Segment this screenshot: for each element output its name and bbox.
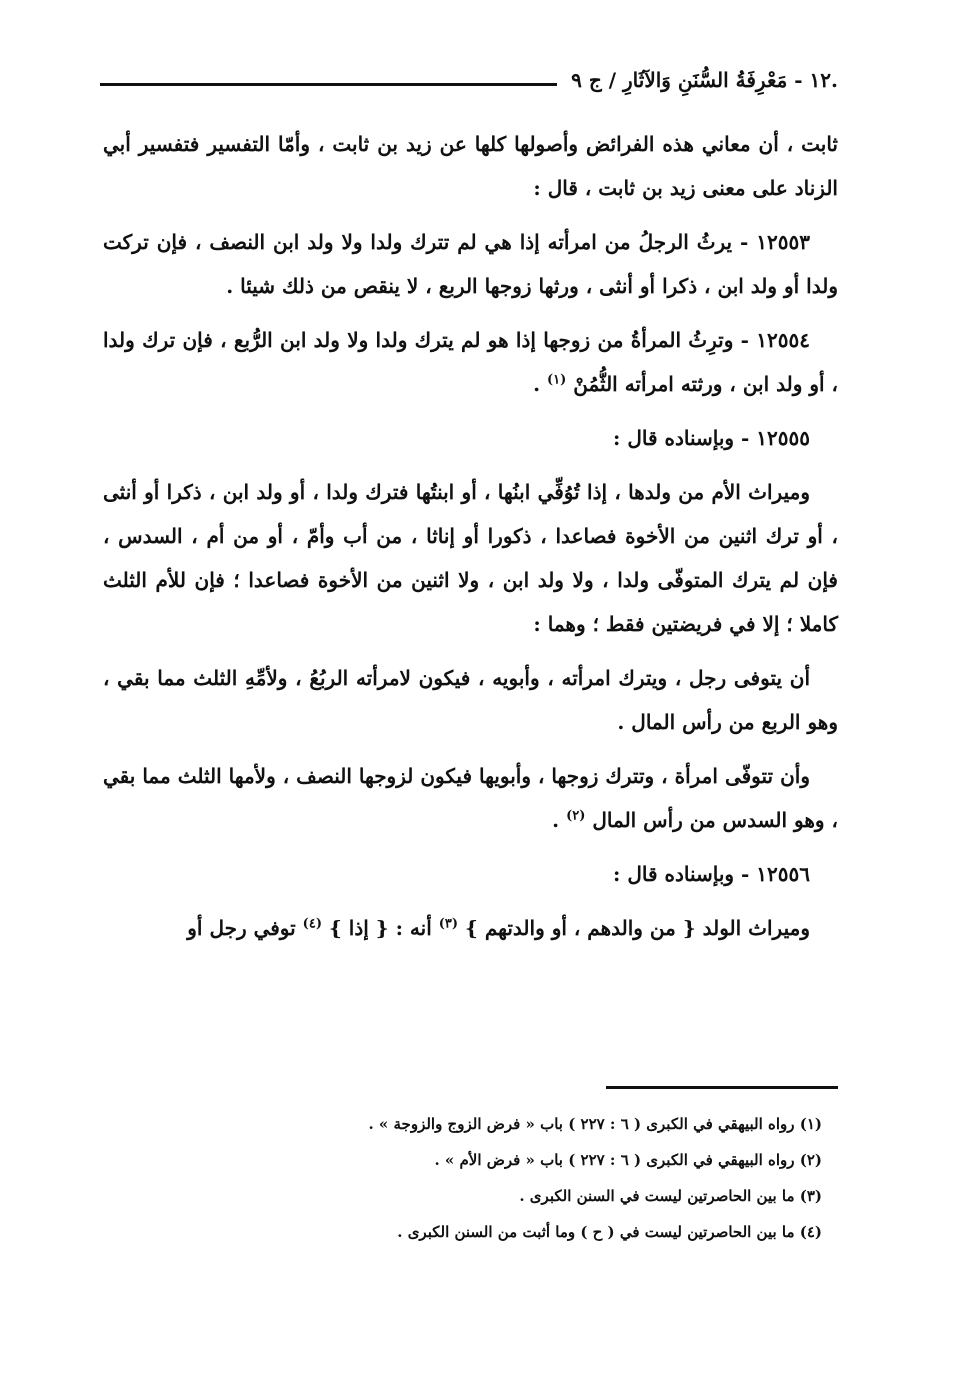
paragraph <box>103 852 838 896</box>
paragraph-text: ١٢٥٥٥ - وبإسناده قال : <box>612 426 810 450</box>
paragraph-text: وأن تتوفّى امرأة ، وتترك زوجها ، وأبويها فيكون لزوجها النصف ، ولأمها الثلث مما بقي ، وهو السدس من رأس المال <box>103 764 838 832</box>
footnote-ref: (٢) <box>566 808 586 824</box>
paragraph-text: ١٢٥٥٣ - يرثُ الرجلُ من امرأته إذا هي لم تترك ولدا ولا ولد ابن النصف ، فإن تركت ولدا أو ولد ابن ، ذكرا أو أنثى ، ورثها زوجها الربع ، لا ينقص من ذلك شيئا . <box>103 230 838 298</box>
paragraph-text: ١٢٥٥٤ - وترِثُ المرأةُ من زوجها إذا هو لم يترك ولدا ولا ولد ابن الرُّبع ، فإن ترك ولدا ، أو ولد ابن ، ورثته امرأته الثُّمُنْ <box>103 328 838 396</box>
paragraph-tail: . <box>533 372 547 396</box>
paragraph <box>103 906 838 950</box>
page-header <box>100 60 838 100</box>
footnote: (٤) ما بين الحاصرتين ليست في ( ح ) وما أثبت من السنن الكبرى . <box>397 1223 822 1241</box>
paragraph-text: ثابت ، أن معاني هذه الفرائض وأصولها كلها عن زيد بن ثابت ، وأمّا التفسير فتفسير أبي الزناد على معنى زيد بن ثابت ، قال : <box>103 132 838 200</box>
footnote: (١) رواه البيهقي في الكبرى ( ٦ : ٢٢٧ ) باب « فرض الزوج والزوجة » . <box>368 1115 822 1133</box>
main-text <box>103 122 838 960</box>
paragraph <box>103 122 838 210</box>
paragraph-text: ١٢٥٥٦ - وبإسناده قال : <box>612 862 810 886</box>
footnote-ref: (٣) <box>438 916 459 932</box>
paragraph-tail: توفي رجل أو <box>187 916 303 940</box>
footnotes <box>102 1106 822 1250</box>
paragraph <box>103 754 838 842</box>
paragraph <box>103 656 838 744</box>
paragraph-text: وميراث الأم من ولدها ، إذا تُوُفِّي ابنُها ، أو ابنتُها فترك ولدا ، أو ولد ابن ، ذكرا أو أنثى ، أو ترك اثنين من الأخوة فصاعدا ، ذكورا أو إناثا ، من أب وأمّ ، أو من أم ، السدس ، فإن لم يترك المتوفّى ولدا ، ولا ولد ابن ، ولا اثنين من الأخوة فصاعدا ؛ فإن للأم الثلث كاملا ؛ إلا في فريضتين فقط ؛ وهما : <box>103 480 838 636</box>
footnote: (٣) ما بين الحاصرتين ليست في السنن الكبرى . <box>519 1187 822 1205</box>
header-rule <box>100 83 557 86</box>
paragraph-tail: أنه : { إذا } <box>328 916 439 940</box>
footnote-ref: (١) <box>547 372 567 388</box>
paragraph <box>103 220 838 308</box>
footnote: (٢) رواه البيهقي في الكبرى ( ٦ : ٢٢٧ ) باب « فرض الأم » . <box>434 1151 822 1169</box>
paragraph <box>103 318 838 406</box>
paragraph-text: أن يتوفى رجل ، ويترك امرأته ، وأبويه ، فيكون لامرأته الربُعُ ، ولأمِّهِ الثلث مما بقي ، وهو الربع من رأس المال . <box>103 666 838 734</box>
footnote-separator <box>606 1086 838 1089</box>
paragraph-text: وميراث الولد { من والدهم ، أو والدتهم } <box>465 916 810 940</box>
paragraph <box>103 416 838 460</box>
footnote-ref: (٤) <box>302 916 322 932</box>
paragraph <box>103 470 838 646</box>
running-title: .١٢ - مَعْرِفَةُ السُّنَنِ وَالآثَارِ / ج ٩ <box>571 68 838 92</box>
paragraph-tail: . <box>552 808 567 832</box>
